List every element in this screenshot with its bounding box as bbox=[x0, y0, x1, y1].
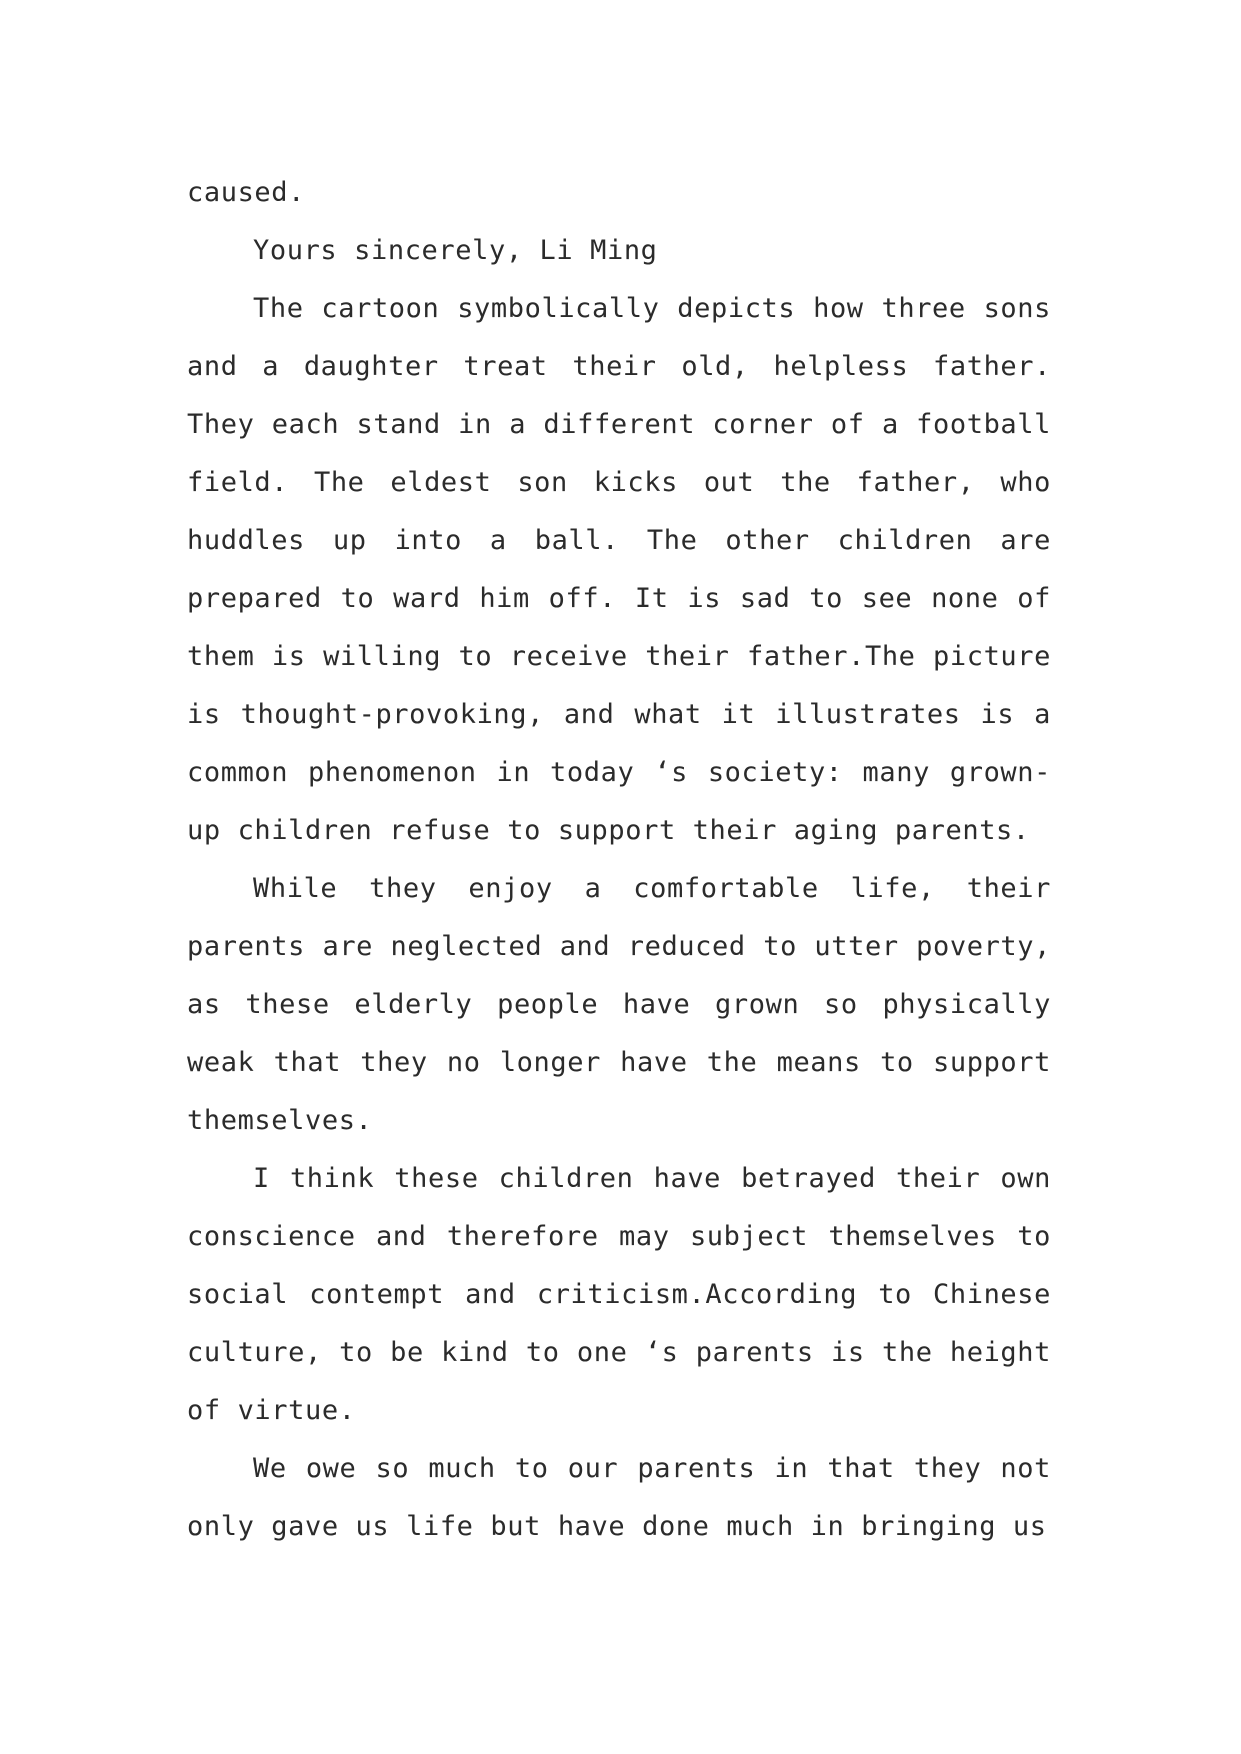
paragraph-parents-neglected: While they enjoy a comfortable life, their parents are neglected and reduced to utter poverty, as these elderly people have grown so physically weak that they no longer have the means to support themselves. bbox=[187, 873, 1051, 1136]
document-body bbox=[187, 164, 1051, 1556]
paragraph-cartoon-description: The cartoon symbolically depicts how three sons and a daughter treat their old, helpless father. They each stand in a different corner of a football field. The eldest son kicks out the father, who huddles up into a ball. The other children are prepared to ward him off. It is sad to see none of them is willing to receive their father.The picture is thought-provoking, and what it illustrates is a common phenomenon in today ‘s society: many grown-up children refuse to support their aging parents. bbox=[187, 293, 1051, 846]
paragraph-betrayed-conscience: I think these children have betrayed their own conscience and therefore may subject themselves to social contempt and criticism.According to Chinese culture, to be kind to one ‘s parents is the height of virtue. bbox=[187, 1163, 1051, 1426]
paragraph-signature: Yours sincerely, Li Ming bbox=[253, 235, 658, 266]
paragraph-closing-fragment: caused. bbox=[187, 177, 305, 208]
paragraph-we-owe: We owe so much to our parents in that they not only gave us life but have done much in bringing us bbox=[187, 1453, 1051, 1542]
